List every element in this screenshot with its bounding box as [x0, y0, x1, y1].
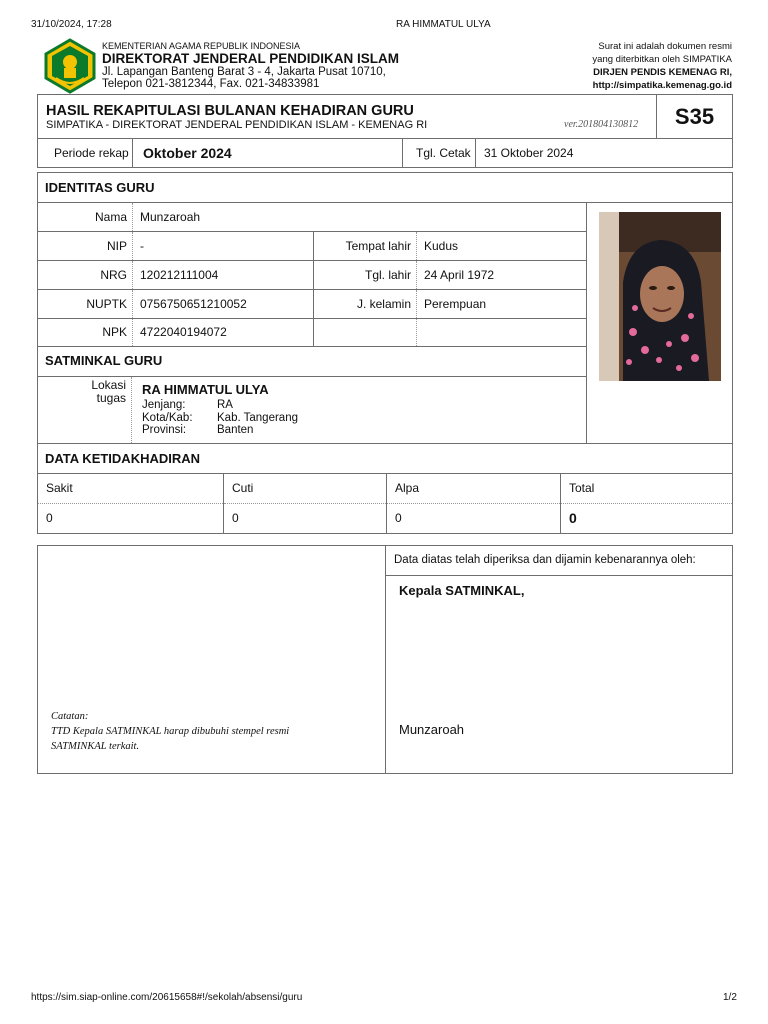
period-row — [37, 138, 733, 168]
npk-value: 4722040194072 — [133, 318, 314, 346]
nip-label: NIP — [38, 231, 133, 260]
period-label: Periode rekap — [54, 146, 129, 160]
document-title: HASIL REKAPITULASI BULANAN KEHADIRAN GURU — [46, 103, 414, 119]
nrg-value: 120212111004 — [133, 260, 314, 289]
phone-line: Telepon 021-3812344, Fax. 021-34833981 — [102, 78, 320, 90]
identity-table — [38, 203, 586, 347]
absence-section — [37, 443, 733, 534]
absence-heading: DATA KETIDAKHADIRAN — [45, 451, 201, 466]
table-row — [38, 289, 586, 318]
jenjang-label: Jenjang: — [142, 399, 186, 411]
nip-value: - — [133, 231, 314, 260]
provinsi-value: Banten — [217, 424, 254, 436]
form-code: S35 — [674, 104, 715, 129]
npk-label: NPK — [38, 318, 133, 346]
jenjang-value: RA — [217, 399, 233, 411]
sakit-value: 0 — [38, 503, 224, 533]
sakit-label: Sakit — [38, 474, 224, 503]
nrg-label: NRG — [38, 260, 133, 289]
signature-section — [37, 545, 733, 774]
version-label: ver.201804130812 — [564, 119, 639, 130]
cuti-label: Cuti — [224, 474, 387, 503]
kota-value: Kab. Tangerang — [217, 411, 298, 424]
directorate-name: DIREKTORAT JENDERAL PENDIDIKAN ISLAM — [102, 51, 400, 66]
table-row — [38, 260, 586, 289]
print-datetime: 31/10/2024, 17:28 — [31, 19, 112, 30]
table-row — [38, 203, 586, 231]
signer-role: Kepala SATMINKAL, — [399, 583, 525, 598]
print-date-value: 31 Oktober 2024 — [484, 146, 574, 160]
note — [51, 709, 371, 754]
table-row — [38, 474, 732, 503]
alpa-value: 0 — [387, 503, 561, 533]
address-line: Jl. Lapangan Banteng Barat 3 - 4, Jakarta Pusat 10710, — [102, 66, 386, 78]
nuptk-label: NUPTK — [38, 289, 133, 318]
tgl-lahir-value: 24 April 1972 — [417, 260, 587, 289]
print-page-title: RA HIMMATUL ULYA — [396, 19, 491, 30]
tempat-lahir-value: Kudus — [417, 231, 587, 260]
official-notice — [592, 40, 732, 92]
identity-heading: IDENTITAS GURU — [45, 180, 155, 195]
jkelamin-label: J. kelamin — [314, 289, 417, 318]
verification-text: Data diatas telah diperiksa dan dijamin kebenarannya oleh: — [394, 554, 696, 566]
absence-table — [38, 474, 732, 533]
table-row — [38, 503, 732, 533]
identity-section — [37, 172, 733, 444]
cuti-value: 0 — [224, 503, 387, 533]
teacher-photo — [599, 212, 721, 381]
tempat-lahir-label: Tempat lahir — [314, 231, 417, 260]
nuptk-value: 0756750651210052 — [133, 289, 314, 318]
kota-label: Kota/Kab: — [142, 411, 193, 424]
provinsi-label: Provinsi: — [142, 424, 187, 436]
print-url: https://sim.siap-online.com/20615658#!/sekolah/absensi/guru — [31, 992, 303, 1003]
table-row — [38, 318, 586, 346]
jkelamin-value: Perempuan — [417, 289, 587, 318]
tgl-lahir-label: Tgl. lahir — [314, 260, 417, 289]
table-row — [38, 231, 586, 260]
notice-line: Surat ini adalah dokumen resmi — [598, 41, 732, 52]
kemenag-logo — [42, 38, 98, 94]
print-page-number: 1/2 — [723, 992, 737, 1003]
document-title-box — [37, 94, 733, 139]
notice-line: DIRJEN PENDIS KEMENAG RI, — [593, 67, 732, 78]
document-subtitle: SIMPATIKA - DIREKTORAT JENDERAL PENDIDIKAN ISLAM - KEMENAG RI — [46, 119, 428, 131]
lokasi-label — [38, 379, 131, 405]
note-line: SATMINKAL terkait. — [51, 741, 140, 752]
lokasi-label-line: Lokasi — [91, 378, 126, 392]
satminkal-name: RA HIMMATUL ULYA — [142, 382, 269, 397]
nama-label: Nama — [38, 203, 133, 231]
satminkal-heading: SATMINKAL GURU — [45, 353, 163, 368]
ministry-name: KEMENTERIAN AGAMA REPUBLIK INDONESIA — [102, 41, 301, 51]
note-line: TTD Kepala SATMINKAL harap dibubuhi stempel resmi — [51, 726, 290, 737]
alpa-label: Alpa — [387, 474, 561, 503]
signer-name: Munzaroah — [399, 722, 465, 737]
notice-line: yang diterbitkan oleh SIMPATIKA — [592, 54, 732, 65]
notice-line: http://simpatika.kemenag.go.id — [592, 80, 732, 91]
total-label: Total — [561, 474, 733, 503]
period-value: Oktober 2024 — [143, 145, 232, 161]
satminkal-details — [142, 399, 298, 437]
nama-value: Munzaroah — [133, 203, 587, 231]
note-title: Catatan: — [51, 711, 89, 722]
print-date-label: Tgl. Cetak — [416, 146, 471, 160]
total-value: 0 — [569, 510, 577, 527]
lokasi-label-line: tugas — [96, 391, 126, 405]
